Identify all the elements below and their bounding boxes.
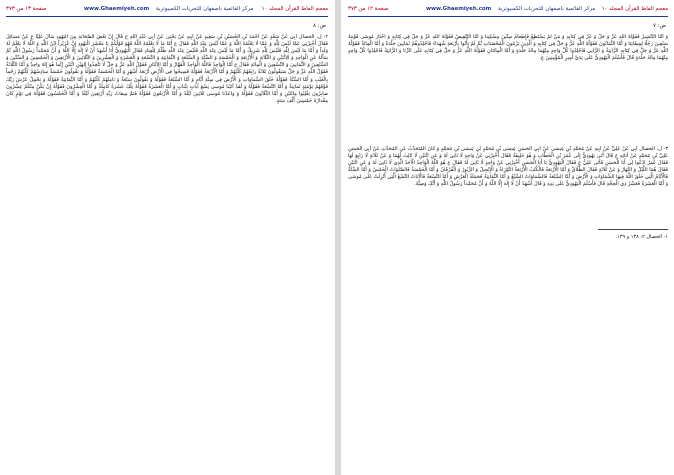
page-body	[348, 34, 668, 136]
paragraph: ٢- ل، الخصال أَبِي عَنْ سَعْدٍ عَنْ أَحْمَدَ بْنِ الْحُسَيْنِ بْنِ سَعِيدٍ عَنْ أَبِيهِ عَنْ يَحْيَى عَنْ أَبِي عَبْدِ اللَّهِ ع قَالَ إِنَّ بَعْضَ الصَّحَابَةِ مِنَ الْيَهُودِ سَأَلَ عَلِيّاً ع عَنْ مَسَائِلَ فَقَالَ أَخْبِرْنِي عَمَّا لَيْسَ لِلَّهِ وَ عَمَّا لَا يَعْلَمُهُ اللَّهُ وَ عَمَّا لَيْسَ عِنْدَ اللَّهِ فَقَالَ ع أَمَّا مَا لَا يَعْلَمُهُ اللَّهُ فَهُوَ قَوْلُكُمْ يَا مَعْشَرَ الْيَهُودِ إِنَّ عُزَيْراً ابْنُ اللَّهِ وَ اللَّهُ لَا يَعْلَمُ لَهُ وَلَداً وَ أَمَّا مَا لَيْسَ لِلَّهِ فَلَيْسَ لِلَّهِ شَرِيكٌ وَ أَمَّا مَا لَيْسَ عِنْدَ اللَّهِ فَلَيْسَ عِنْدَ اللَّهِ ظُلْمٌ لِلْعِبَادِ فَقَالَ الْيَهُودِيُّ أَنَا أَشْهَدُ أَنْ لَا إِلَهَ إِلَّا اللَّهُ وَ أَنَّ مُحَمَّداً رَسُولُ اللَّهِ ثُمَّ سَأَلَهُ عَنِ الْوَاحِدِ وَ الِاثْنَيْنِ وَ الثَّلَاثَةِ وَ الْأَرْبَعَةِ وَ الْخَمْسَةِ وَ السِّتَّةِ وَ السَّبْعَةِ وَ الثَّمَانِيَةِ وَ التِّسْعَةِ وَ الْعَشَرَةِ وَ الْعِشْرِينَ وَ الثَّلَاثِينَ وَ الْأَرْبَعِينَ وَ الْخَمْسِينَ وَ السِّتِّينَ وَ السَّبْعِينَ وَ الثَّمَانِينَ وَ التِّسْعِينَ وَ الْمِائَةِ فَقَالَ ع أَمَّا الْوَاحِدُ فَاللَّهُ الْوَاحِدُ الْقَهَّارُ وَ أَمَّا الِاثْنَانِ فَقَوْلُ اللَّهِ عَزَّ وَ جَلَّ لَا تَتَّخِذُوا إِلهَيْنِ اثْنَيْنِ إِنَّما هُوَ إِلهٌ واحِدٌ وَ أَمَّا الثَّلَاثَةُ فَقَوْلُ اللَّهِ عَزَّ وَ جَلَّ سَيَقُولُونَ ثَلاثَةٌ رابِعُهُمْ كَلْبُهُمْ وَ أَمَّا الْأَرْبَعَةُ فَقَوْلُهُ فَسِيحُوا فِي الْأَرْضِ أَرْبَعَةَ أَشْهُرٍ وَ أَمَّا الْخَمْسَةُ فَقَوْلُهُ وَ يَقُولُونَ خَمْسَةٌ سادِسُهُمْ كَلْبُهُمْ رَجْماً بِالْغَيْبِ وَ أَمَّا السِّتَّةُ فَقَوْلُهُ خَلَقَ السَّماواتِ وَ الْأَرْضَ فِي سِتَّةِ أَيَّامٍ وَ أَمَّا السَّبْعَةُ فَقَوْلُهُ وَ يَقُولُونَ سَبْعَةٌ وَ ثامِنُهُمْ كَلْبُهُمْ وَ أَمَّا الثَّمَانِيَةُ فَقَوْلُهُ وَ يَحْمِلُ عَرْشَ رَبِّكَ فَوْقَهُمْ يَوْمَئِذٍ ثَمانِيَةٌ وَ أَمَّا التِّسْعَةُ فَقَوْلُهُ وَ لَقَدْ آتَيْنا مُوسى تِسْعَ آياتٍ بَيِّناتٍ وَ أَمَّا الْعَشَرَةُ فَقَوْلُهُ تِلْكَ عَشَرَةٌ كامِلَةٌ وَ أَمَّا الْعِشْرُونَ فَقَوْلُهُ إِنْ يَكُنْ مِنْكُمْ عِشْرُونَ صابِرُونَ يَغْلِبُوا مِائَتَيْنِ وَ أَمَّا الثَّلَاثُونَ فَقَوْلُهُ وَ واعَدْنا مُوسى ثَلاثِينَ لَيْلَةً وَ أَمَّا الْأَرْبَعُونَ فَقَوْلُهُ فَتَمَّ مِيقاتُ رَبِّهِ أَرْبَعِينَ لَيْلَةً وَ أَمَّا الْخَمْسُونَ فَقَوْلُهُ فِي يَوْمٍ كانَ مِقْدارُهُ خَمْسِينَ أَلْفَ سَنَةٍ.	[6, 34, 328, 104]
header-center-name: مركز القائمية باصفهان للتحريات الكمبيوترية	[156, 6, 254, 12]
page-body-2	[348, 146, 668, 224]
paragraph: ٣- ل، الخصال أَبِي عَنْ عَلِيٍّ عَنْ أَبِيهِ عَنْ مُحَمَّدِ بْنِ عِيسَى عَنْ أَبِي الْحَسَنِ عِيسَى بْنِ مُحَمَّدٍ بْنِ عِيسَى بْنِ مُحَمَّدٍ وَ كَانَ الْمُتَحَدِّثُ عَنِ الْمُحَدِّثِ عَنْ أَبِي الْحَسَنِ عَلِيِّ بْنِ مُحَمَّدٍ عَنْ آبَائِهِ ع قَالَ أَتَى يَهُودِيٌّ إِلَى عُمَرَ بْنِ الْخَطَّابِ وَ هُوَ خَلِيفَةٌ فَقَالَ أَخْبِرْنِي عَنْ وَاحِدٍ لَا ثَانِيَ لَهُ وَ عَنِ اثْنَيْنِ لَا ثَالِثَ لَهُمَا وَ عَنْ ثَلَاثَةٍ لَا رَابِعَ لَهَا فَقَالَ عُمَرُ ادْعُوا لِي أَبَا الْحَسَنِ فَأَتَى عَلِيٌّ ع فَقَالَ الْيَهُودِيُّ يَا أَبَا الْحَسَنِ أَخْبِرْنِي عَنْ وَاحِدٍ لَا ثَانِيَ لَهُ فَقَالَ ع هُوَ اللَّهُ الْوَاحِدُ الْأَحَدُ الَّذِي لَا ثَانِيَ لَهُ وَ عَنِ اثْنَيْنِ فَقَالَ هُمَا اللَّيْلُ وَ النَّهَارُ وَ عَنْ ثَلَاثَةٍ فَقَالَ الطَّلَاقُ وَ أَمَّا الْأَرْبَعَةُ فَالْكُتُبُ الْأَرْبَعَةُ التَّوْرَاةُ وَ الْإِنْجِيلُ وَ الزَّبُورُ وَ الْفُرْقَانُ وَ أَمَّا الْخَمْسَةُ فَالصَّلَوَاتُ الْخَمْسُ وَ أَمَّا السِّتَّةُ فَالْأَيَّامُ الَّتِي خَلَقَ اللَّهُ فِيهَا السَّمَاوَاتِ وَ الْأَرْضَ وَ أَمَّا السَّبْعَةُ فَالسَّمَاوَاتُ السَّبْعُ وَ أَمَّا الثَّمَانِيَةُ فَحَمَلَةُ الْعَرْشِ وَ أَمَّا التِّسْعَةُ فَالْآيَاتُ التِّسْعُ الَّتِي أُنْزِلَتْ عَلَى مُوسَى وَ أَمَّا الْعَشَرَةُ فَعَشْرُ ذِي الْحِجَّةِ قَالَ فَأَسْلَمَ الْيَهُودِيُّ عَلَى يَدِهِ وَ قَالَ أَشْهَدُ أَنْ لَا إِلَهَ إِلَّا اللَّهُ وَ أَنَّ مُحَمَّداً رَسُولُ اللَّهِ وَ أَنَّكَ وَصِيُّهُ.	[348, 146, 668, 188]
right-page-header	[348, 4, 668, 15]
footnote: ١- الخصال ٢: ١٣٨ و ١٣٩.	[615, 234, 668, 240]
header-rule	[6, 16, 328, 17]
left-page	[0, 0, 334, 475]
page-body	[6, 34, 328, 364]
page-gutter	[335, 0, 341, 475]
header-page-label: صفحة ١٣ من ٣٧٣	[6, 6, 47, 12]
header-center-name: مركز القائمية باصفهان للتحريات الكمبيوترية	[498, 6, 596, 12]
paragraph: وَ أَمَّا التَّنْشِيرُ فَقَوْلُهُ اللَّهِ عَزَّ وَ جَلَّ وَ عَزَّ فِي كِتَابِهِ وَ مَنْ لَمْ يَسْتَطِعْ فَإِطْعامُ سِتِّينَ مِسْكِيناً وَ أَمَّا التَّنْقِيصُ فَقَوْلُهُ اللَّهِ عَزَّ وَ جَلَّ فِي كِتَابِهِ وَ اخْتَارَ مُوسَى قَوْمَهُ سَبْعِينَ رَجُلًا لِمِيقَاتِنَا وَ أَمَّا الثَّمَانُونَ فَقَوْلُهُ اللَّهِ عَزَّ وَ جَلَّ فِي كِتَابِهِ وَ الَّذِينَ يَرْمُونَ الْمُحْصَنَاتِ ثُمَّ لَمْ يَأْتُوا بِأَرْبَعَةِ شُهَدَاءَ فَاجْلِدُوهُمْ ثَمَانِينَ جَلْدَةً وَ أَمَّا الْمِائَةُ فَقَوْلُهُ اللَّهِ عَزَّ وَ جَلَّ فِي كِتَابِهِ الزَّانِيَةُ وَ الزَّانِي فَاجْلِدُوا كُلَّ وَاحِدٍ مِنْهُمَا مِائَةَ جَلْدَةٍ وَ أَمَّا الْمِائَتَانِ فَقَوْلُهُ اللَّهِ عَزَّ وَ جَلَّ فِي كِتَابِهِ عَلَى الزِّنَا وَ الزَّانِيَةُ فَاجْلِدُوا كُلَّ وَاحِدٍ مِنْهُمَا مِائَةَ جَلْدَةٍ قَالَ فَأَسْلَمَ الْيَهُودِيُّ عَلَى يَدَيْ أَمِيرِ الْمُؤْمِنِينَ ع.	[348, 34, 668, 62]
header-book-title: معجم الفاظ القرآن المجلد ١٠	[261, 6, 328, 12]
header-site-link[interactable]: www.Ghaemiyeh.com	[84, 6, 150, 12]
page-number: ص: ٧	[653, 23, 666, 29]
header-book-title: معجم الفاظ القرآن المجلد ١٠	[601, 6, 668, 12]
header-site-link[interactable]: www.Ghaemiyeh.com	[426, 6, 492, 12]
header-page-label: صفحة ١٢ من ٣٧٣	[348, 6, 389, 12]
page-number: ص: ٨	[313, 23, 326, 29]
footnote-rule	[598, 229, 668, 230]
left-page-header	[6, 4, 328, 15]
right-page	[342, 0, 674, 475]
header-rule	[348, 16, 668, 17]
